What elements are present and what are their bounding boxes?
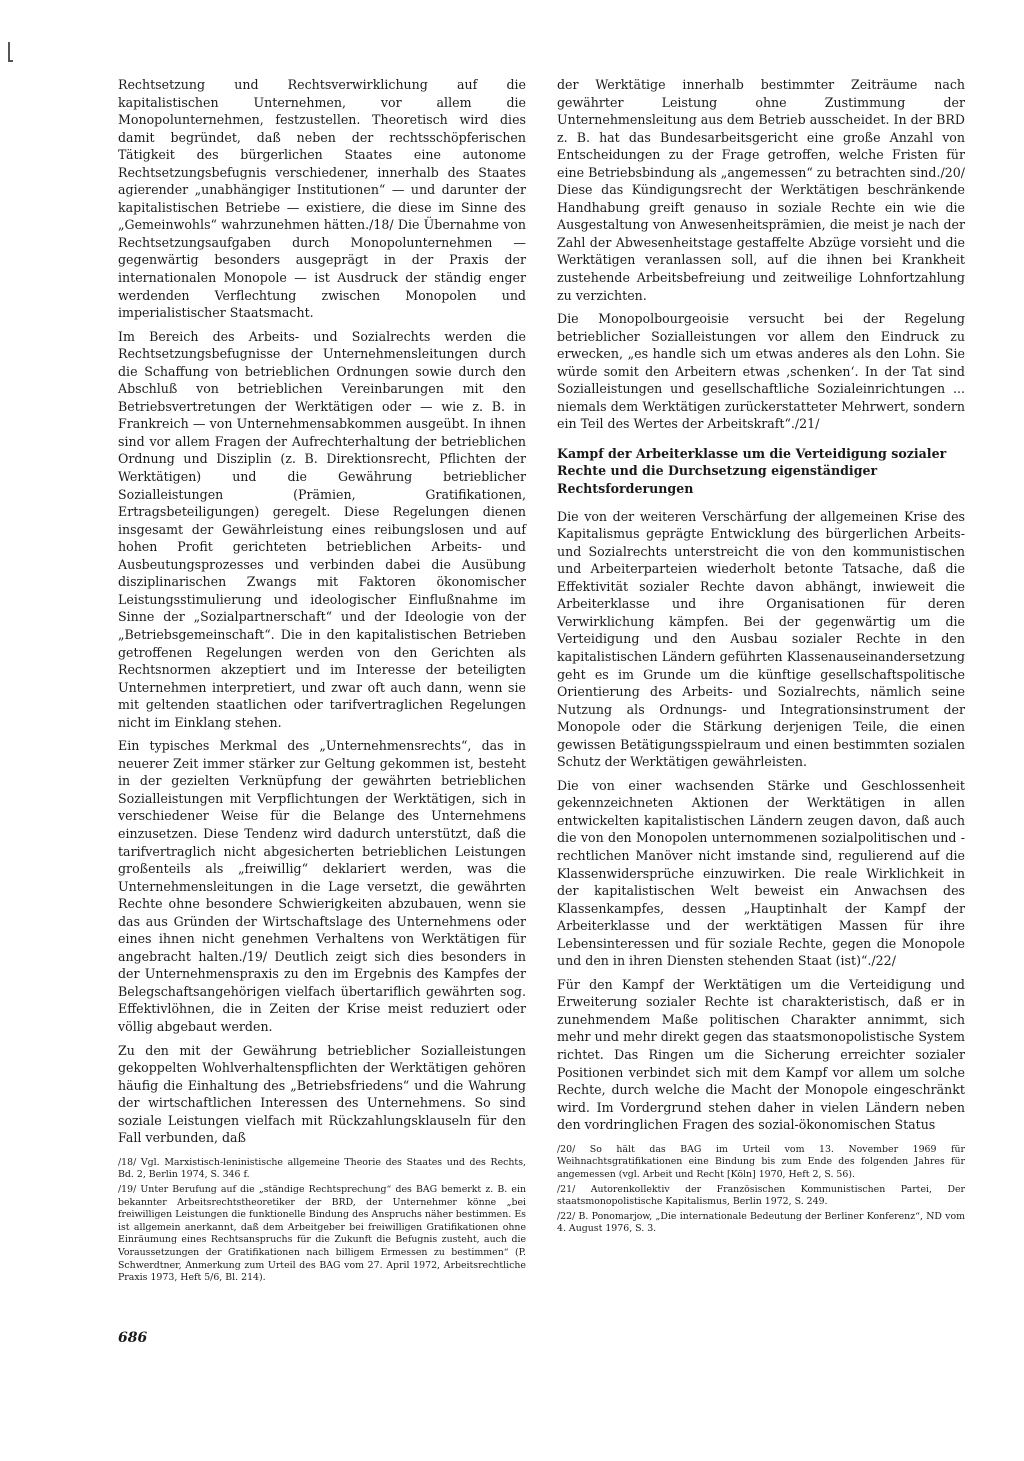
page-number: 686 <box>118 1330 148 1346</box>
page-edge-mark <box>8 42 10 62</box>
footnote-18: /18/ Vgl. Marxistisch-leninistische allgemeine Theorie des Staates und des Rechts, Bd. 2, Berlin 1974, S. 346 f. <box>118 1156 526 1181</box>
left-column <box>118 76 526 1287</box>
section-heading: Kampf der Arbeiterklasse um die Verteidigung sozialer Rechte und die Durchsetzung eigenständiger Rechtsforderungen <box>557 445 947 497</box>
right-column <box>557 76 965 1238</box>
footnote-19: /19/ Unter Berufung auf die „ständige Rechtsprechung“ des BAG bemerkt z. B. ein bekannter Arbeitsrechtstheoretiker der BRD, der Unternehmer könne „bei freiwilligen Leistungen die funktionelle Bindung des Anspruchs näher bestimmen. Es ist allgemein anerkannt, daß dem Arbeitgeber bei freiwilligen Gratifikationen ohne Einräumung eines Rechtsanspruchs für die Zukunft die Befugnis zusteht, auch die Voraussetzungen der Gratifikationen nach billigem Ermessen zu bestimmen“ (P. Schwerdtner, Anmerkung zum Urteil des BAG vom 27. April 1972, Arbeitsrechtliche Praxis 1973, Heft 5/6, Bl. 214). <box>118 1184 526 1284</box>
right-footnotes <box>557 1144 965 1236</box>
left-paragraph-2: Im Bereich des Arbeits- und Sozialrechts werden die Rechtsetzungsbefugnisse der Unternehmensleitungen durch die Schaffung von betrieblichen Ordnungen sowie durch den Abschluß von betrieblichen Vereinbarungen mit den Betriebsvertretungen der Werktätigen oder — wie z. B. in Frankreich — von Unternehmensabkommen ausgeübt. In ihnen sind vor allem Fragen der Aufrechterhaltung der betrieblichen Ordnung und Disziplin (z. B. Direktionsrecht, Pflichten der Werktätigen) und die Gewährung betrieblicher Sozialleistungen (Prämien, Gratifikationen, Ertragsbeteiligungen) geregelt. Diese Regelungen dienen insgesamt der Gewährleistung eines reibungslosen und auf hohen Profit gerichteten betrieblichen Arbeits- und Ausbeutungsprozesses und verbinden dabei die Ausübung disziplinarischen Zwangs mit Faktoren ökonomischer Leistungsstimulierung und ideologischer Einflußnahme im Sinne der „Sozialpartnerschaft“ und der Ideologie von der „Betriebsgemeinschaft“. Die in den kapitalistischen Betrieben getroffenen Regelungen werden von den Gerichten als Rechtsnormen akzeptiert und im Interesse der beteiligten Unternehmen interpretiert, und zwar oft auch dann, wenn sie mit geltenden staatlichen oder tarifvertraglichen Regelungen nicht im Einklang stehen. <box>118 328 526 730</box>
right-paragraph-4: Die von einer wachsenden Stärke und Geschlossenheit gekennzeichneten Aktionen der Werktätigen in allen entwickelten kapitalistischen Ländern zeugen davon, daß auch die von den Monopolen unternommenen sozialpolitischen und -rechtlichen Manöver nicht imstande sind, regulierend auf die Klassenwidersprüche einzuwirken. Die reale Wirklichkeit in der kapitalistischen Welt beweist ein Anwachsen des Klassenkampfes, dessen „Hauptinhalt der Kampf der Arbeiterklasse und der werktätigen Massen für ihre Lebensinteressen und für soziale Rechte, gegen die Monopole und den in ihren Diensten stehenden Staat (ist)“./22/ <box>557 777 965 969</box>
right-paragraph-1: der Werktätige innerhalb bestimmter Zeiträume nach gewährter Leistung ohne Zustimmung der Unternehmensleitung aus dem Betrieb ausscheidet. In der BRD z. B. hat das Bundesarbeitsgericht eine große Anzahl von Entscheidungen zu der Frage getroffen, welche Fristen für eine Betriebsbindung als „angemessen“ zu betrachten sind./20/ Diese das Kündigungsrecht der Werktätigen beschränkende Handhabung greift genauso in soziale Rechte ein wie die Ausgestaltung von Anwesenheitsprämien, die meist je nach der Zahl der Abwesenheitstage gestaffelte Abzüge vorsieht und die Werktätigen veranlassen soll, auf die ihnen bei Krankheit zustehende Arbeitsbefreiung und zeitweilige Lohnfortzahlung zu verzichten. <box>557 77 965 303</box>
right-paragraph-2: Die Monopolbourgeoisie versucht bei der Regelung betrieblicher Sozialleistungen vor allem den Eindruck zu erwecken, „es handle sich um etwas anderes als den Lohn. Sie würde somit den Arbeitern etwas ‚schenken‘. In der Tat sind Sozialleistungen und gesellschaftliche Sozialeinrichtungen ... niemals dem Werktätigen zurückerstatteter Mehrwert, sondern ein Teil des Wertes der Arbeitskraft“./21/ <box>557 311 965 432</box>
right-paragraph-5: Für den Kampf der Werktätigen um die Verteidigung und Erweiterung sozialer Rechte ist charakteristisch, daß er in zunehmendem Maße politischen Charakter annimmt, sich mehr und mehr direkt gegen das staatsmonopolistische System richtet. Das Ringen um die Sicherung erreichter sozialer Positionen verbindet sich mit dem Kampf vor allem um solche Rechte, durch welche die Macht der Monopole eingeschränkt wird. Im Vordergrund stehen daher in vielen Ländern neben den vordringlichen Fragen des sozial-ökonomischen Status <box>557 976 965 1133</box>
left-footnotes <box>118 1157 526 1285</box>
right-paragraph-3: Die von der weiteren Verschärfung der allgemeinen Krise des Kapitalismus geprägte Entwicklung des bürgerlichen Arbeits- und Sozialrechts unterstreicht die von den kommunistischen und Arbeiterparteien wiederholt betonte Tatsache, daß die Effektivität sozialer Rechte davon abhängt, inwieweit die Arbeiterklasse und ihre Organisationen für deren Verwirklichung kämpfen. Bei der gegenwärtig um die Verteidigung und den Ausbau sozialer Rechte in den kapitalistischen Ländern geführten Klassenauseinandersetzung geht es im Grunde um die künftige gesellschaftspolitische Orientierung des Arbeits- und Sozialrechts, nämlich seine Nutzung als Ordnungs- und Integrationsinstrument der Monopole oder die Stärkung derjenigen Teile, die einen gewissen Betätigungsspielraum und einen bestimmten sozialen Schutz der Werktätigen gewährleisten. <box>557 508 965 770</box>
footnote-22: /22/ B. Ponomarjow, „Die internationale Bedeutung der Berliner Konferenz“, ND vom 4. August 1976, S. 3. <box>557 1210 965 1235</box>
left-paragraph-1: Rechtsetzung und Rechtsverwirklichung auf die kapitalistischen Unternehmen, vor allem die Monopolunternehmen, festzustellen. Theoretisch wird dies damit begründet, daß neben der rechtsschöpferischen Tätigkeit des bürgerlichen Staates eine autonome Rechtsetzungsbefugnis verschiedener, innerhalb des Staates agierender „unabhängiger Institutionen“ — und darunter der kapitalistischen Betriebe — existiere, die diese im Sinne des „Gemeinwohls“ wahrzunehmen hätten./18/ Die Übernahme von Rechtsetzungsaufgaben durch Monopolunternehmen — gegenwärtig besonders ausgeprägt in der Praxis der internationalen Monopole — ist Ausdruck der ständig enger werdenden Verflechtung zwischen Monopolen und imperialistischer Staatsmacht. <box>118 77 526 321</box>
footnote-20: /20/ So hält das BAG im Urteil vom 13. November 1969 für Weihnachtsgratifikationen eine Bindung bis zum Ende des folgenden Jahres für angemessen (vgl. Arbeit und Recht [Köln] 1970, Heft 2, S. 56). <box>557 1143 965 1180</box>
page-edge-tick <box>8 60 13 62</box>
footnote-21: /21/ Autorenkollektiv der Französischen Kommunistischen Partei, Der staatsmonopolistische Kapitalismus, Berlin 1972, S. 249. <box>557 1183 965 1208</box>
left-paragraph-3: Ein typisches Merkmal des „Unternehmensrechts“, das in neuerer Zeit immer stärker zur Geltung gekommen ist, besteht in der gezielten Verknüpfung der gewährten betrieblichen Sozialleistungen mit Verpflichtungen der Werktätigen, sich in verschiedener Weise für die Belange des Unternehmens einzusetzen. Diese Tendenz wird dadurch unterstützt, daß die tarifvertraglich nicht abgesicherten betrieblichen Leistungen großenteils als „freiwillig“ deklariert werden, was die Unternehmensleitungen in die Lage versetzt, die gewährten Rechte ohne besondere Schwierigkeiten abzubauen, wenn sie das aus Gründen der Wirtschaftslage des Unternehmens oder eines ihnen nicht genehmen Verhaltens von Werktätigen für angebracht halten./19/ Deutlich zeigt sich dies besonders in der Unternehmenspraxis zu den im Ergebnis des Kampfes der Belegschaftsangehörigen vielfach übertariflich gewährten sog. Effektivlöhnen, die in Zeiten der Krise meist reduziert oder völlig abgebaut werden. <box>118 738 526 1034</box>
left-paragraph-4: Zu den mit der Gewährung betrieblicher Sozialleistungen gekoppelten Wohlverhaltenspflichten der Werktätigen gehören häufig die Einhaltung des „Betriebsfriedens“ und die Wahrung der wirtschaftlichen Interessen des Unternehmens. So sind soziale Leistungen vielfach mit Rückzahlungsklauseln für den Fall verbunden, daß <box>118 1042 526 1146</box>
